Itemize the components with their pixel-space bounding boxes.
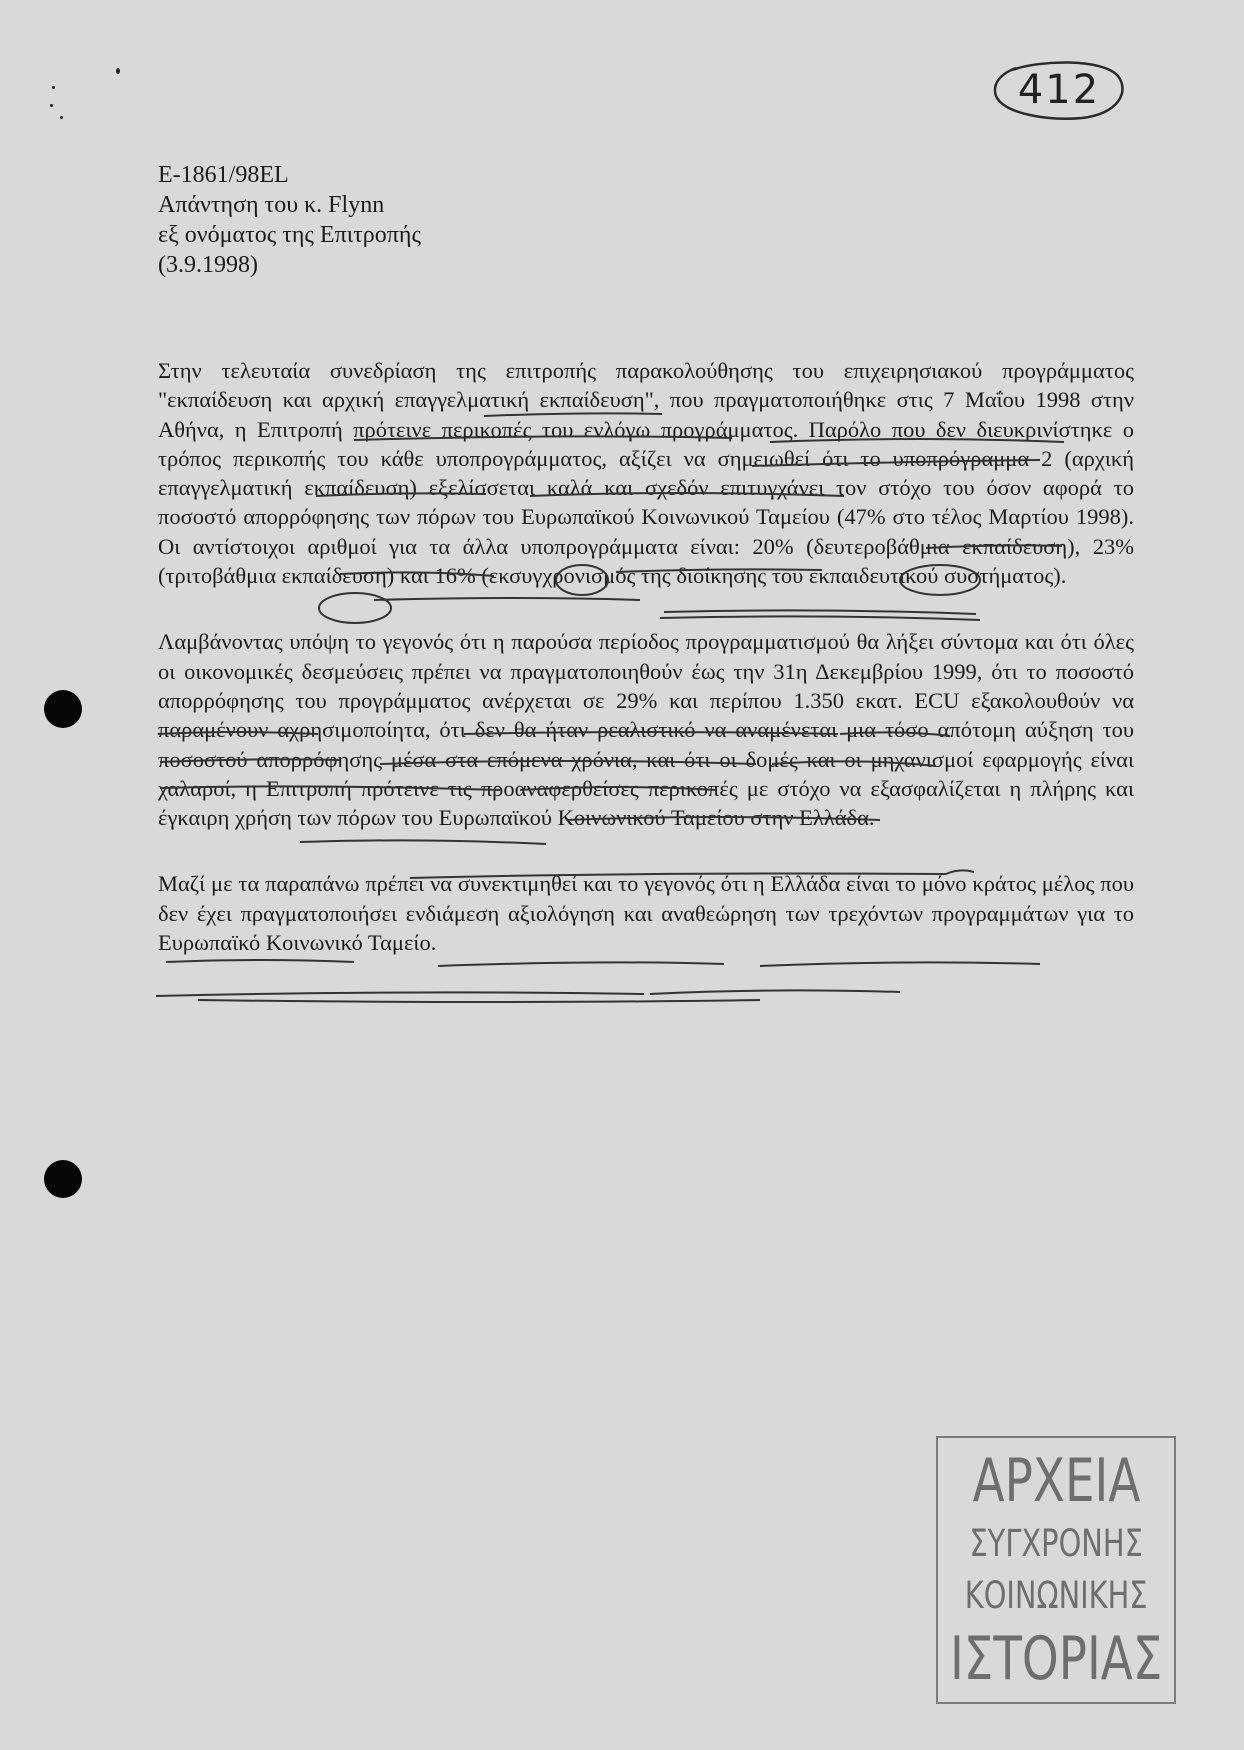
stamp-line-2: ΣΥΓΧΡΟΝΗΣ bbox=[969, 1522, 1143, 1565]
handwritten-page-number bbox=[990, 58, 1128, 122]
answer-body bbox=[158, 356, 1134, 994]
reference-number: E-1861/98EL bbox=[158, 162, 289, 188]
reference-header bbox=[158, 160, 421, 280]
stamp-line-1: ΑΡΧΕΙΑ bbox=[972, 1446, 1140, 1516]
page-number-text: 412 bbox=[1017, 67, 1101, 113]
scan-speck bbox=[52, 86, 55, 89]
scan-speck bbox=[116, 68, 120, 74]
paragraph-1: Στην τελευταία συνεδρίαση της επιτροπής παρακολούθησης του επιχειρησιακού προγράμματος "εκπαίδευση και αρχική επαγγελματική εκπαίδευση", που πραγματοποιήθηκε στις 7 Μαΐου 1998 στην Αθήνα, η Επιτροπή πρότεινε περικοπές του ενλόγω προγράμματος. Παρόλο που δεν διευκρινίστηκε ο τρόπος περικοπής του κάθε υποπρογράμματος, αξίζει να σημειωθεί ότι το υποπρόγραμμα 2 (αρχική επαγγελματική εκπαίδευση) εξελίσσεται καλά και σχεδόν επιτυγχάνει τον στόχο του όσον αφορά το ποσοστό απορρόφησης των πόρων του Ευρωπαϊκού Κοινωνικού Ταμείου (47% στο τέλος Μαρτίου 1998). Οι αντίστοιχοι αριθμοί για τα άλλα υποπρογράμματα είναι: 20% (δευτεροβάθμια εκπαίδευση), 23% (τριτοβάθμια εκπαίδευση) και 16% (εκσυγχρονισμός της διοίκησης του εκπαιδευτικού συστήματος). bbox=[158, 358, 1134, 589]
on-behalf-of: εξ ονόματος της Επιτροπής bbox=[158, 222, 421, 248]
paragraph-3: Μαζί με τα παραπάνω πρέπει να συνεκτιμηθεί και το γεγονός ότι η Ελλάδα είναι το μόνο κράτος μέλος που δεν έχει πραγματοποιήσει ενδιάμεση αξιολόγηση και αναθεώρηση των τρεχόντων προγραμμάτων για το Ευρωπαϊκό Κοινωνικό Ταμείο. bbox=[158, 871, 1134, 956]
paragraph-2: Λαμβάνοντας υπόψη το γεγονός ότι η παρούσα περίοδος προγραμματισμού θα λήξει σύντομα και ότι όλες οι οικονομικές δεσμεύσεις πρέπει να πραγματοποιηθούν έως την 31η Δεκεμβρίου 1999, ότι το ποσοστό απορρόφησης του προγράμματος ανέρχεται σε 29% και περίπου 1.350 εκατ. ECU εξακολουθούν να παραμένουν αχρησιμοποίητα, ότι δεν θα ήταν ρεαλιστικό να αναμένεται μια τόσο απότομη αύξηση του ποσοστού απορρόφησης μέσα στα επόμενα χρόνια, και ότι οι δομές και οι μηχανισμοί εφαρμογής είναι χαλαροί, η Επιτροπή πρότεινε τις προαναφερθείσες περικοπές με στόχο να εξασφαλίζεται η πλήρης και έγκαιρη χρήση των πόρων του Ευρωπαϊκού Κοινωνικού Ταμείου στην Ελλάδα. bbox=[158, 629, 1134, 831]
punch-hole-bottom bbox=[44, 1160, 82, 1198]
answer-author: Απάντηση του κ. Flynn bbox=[158, 192, 385, 218]
archive-stamp bbox=[936, 1436, 1176, 1704]
punch-hole-top bbox=[44, 690, 82, 728]
scan-speck bbox=[60, 116, 63, 119]
stamp-line-3: ΚΟΙΝΩΝΙΚΗΣ bbox=[964, 1574, 1148, 1617]
stamp-line-4: ΙΣΤΟΡΙΑΣ bbox=[949, 1624, 1163, 1694]
answer-date: (3.9.1998) bbox=[158, 252, 258, 278]
scan-speck bbox=[50, 104, 53, 107]
